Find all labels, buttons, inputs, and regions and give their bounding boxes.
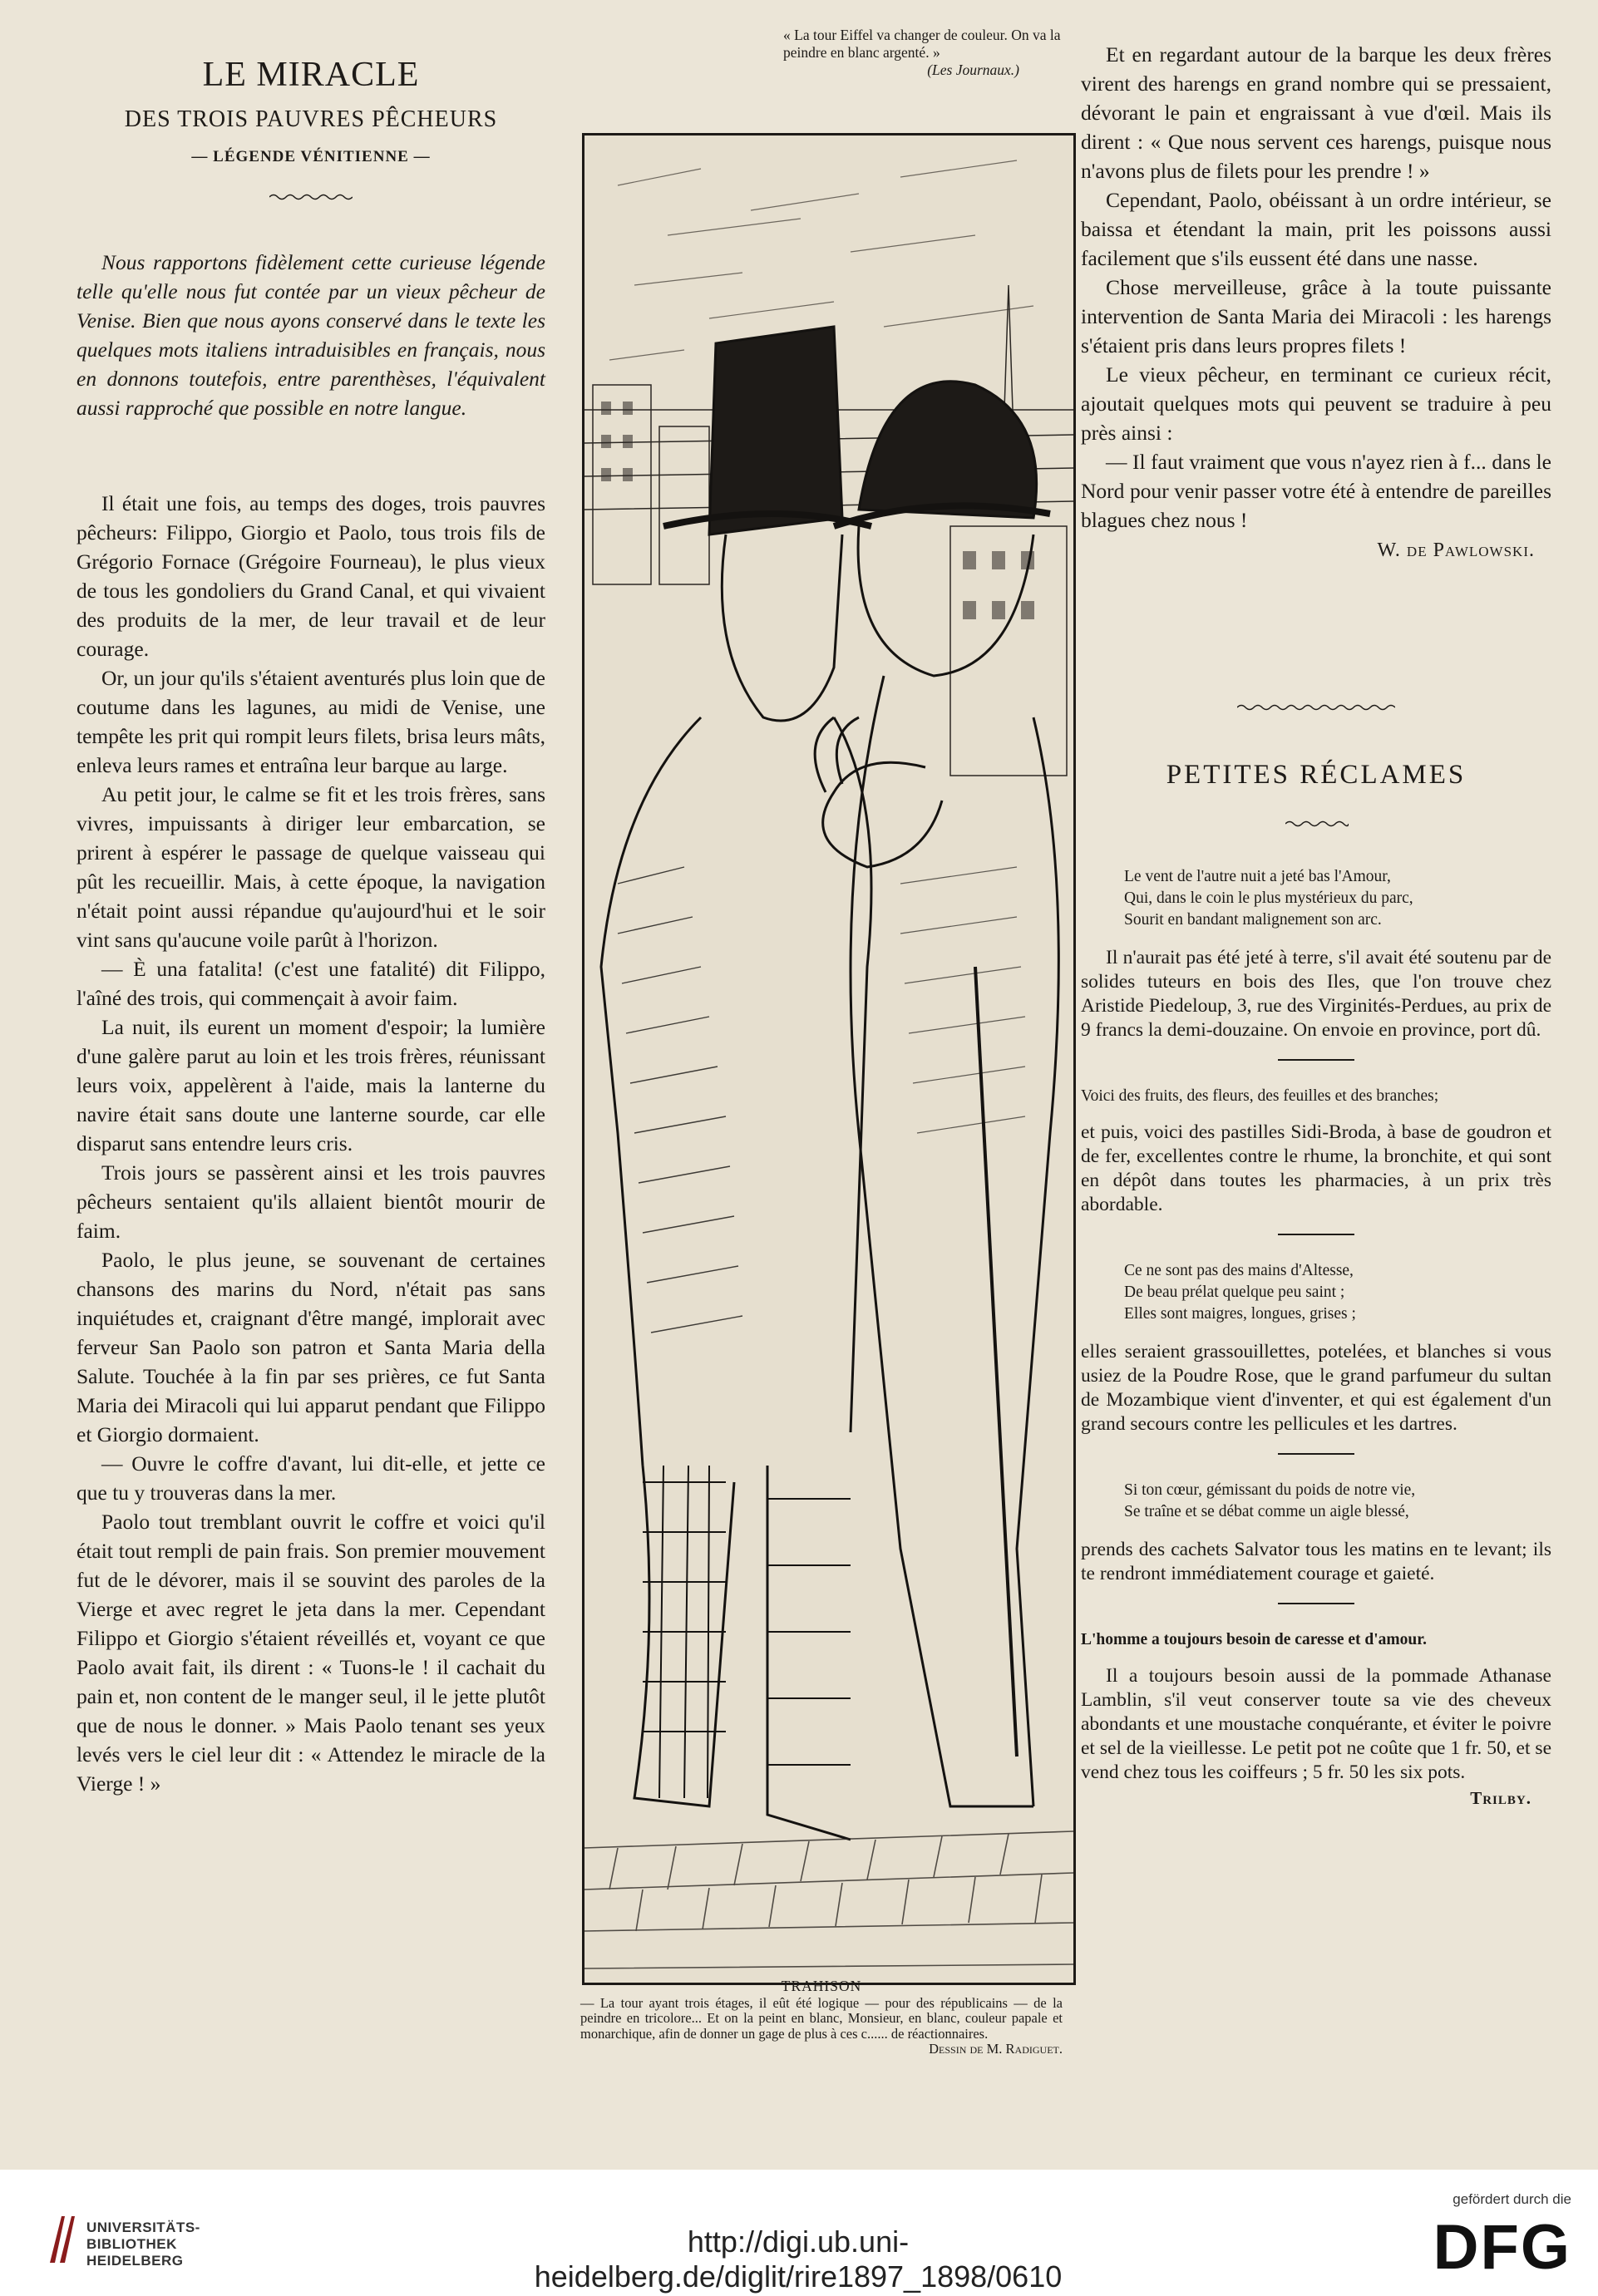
verse: Le vent de l'autre nuit a jeté bas l'Amour, Qui, dans le coin le plus mystérieux du parc, Sourit en bandant malignement son arc.	[1124, 868, 1413, 929]
right-column-story	[1081, 40, 1551, 562]
paragraph: La nuit, ils eurent un moment d'espoir; la lumière d'une galère parut au loin et les trois frères, réunissant leurs voix, appelèrent à l'aide, mais la lanterne du navire était sans doute une lanterne sourde, car elle disparut sans entendre leurs cris.	[76, 1015, 545, 1155]
section-title: PETITES RÉCLAMES	[1166, 760, 1467, 790]
funding-label: gefördert durch die	[1453, 2191, 1571, 2207]
divider	[1278, 1234, 1354, 1235]
paragraph: Trois jours se passèrent ainsi et les trois pauvres pêcheurs sentaient qu'ils allaient bientôt mourir de faim.	[76, 1160, 545, 1243]
paragraph: Chose merveilleuse, grâce à la toute puissante intervention de Santa Maria dei Miracoli : les harengs s'étaient pris dans leurs propres filets !	[1081, 275, 1551, 357]
verse: Ce ne sont pas des mains d'Altesse, De beau prélat quelque peu saint ; Elles sont maigres, longues, grises ;	[1124, 1262, 1356, 1323]
article-title: LE MIRACLE	[202, 56, 420, 94]
ad-text: prends des cachets Salvator tous les matins en te levant; ils te rendront immédiatement courage et gaieté.	[1081, 1539, 1551, 1584]
advertisements	[1081, 866, 1551, 1809]
illustration-drawing	[584, 135, 1073, 1983]
library-name: UNIVERSITÄTS- BIBLIOTHEK HEIDELBERG	[86, 2220, 200, 2269]
divider	[1278, 1603, 1354, 1604]
dfg-logo: DFG	[1433, 2212, 1571, 2283]
ads-signature: Trilby.	[1470, 1788, 1531, 1808]
ad-text: Il a toujours besoin aussi de la pommade Athanase Lamblin, s'il veut conserver toute sa vie des cheveux abondants et une moustache conquérante, et éviter le poivre et sel de la vieillesse. Le petit pot ne coûte que 1 fr. 50, et se vend chez tous les coiffeurs ; 5 fr. 50 les six pots.	[1081, 1665, 1551, 1783]
ornament-wave	[1285, 820, 1349, 828]
epigraph-quote: « La tour Eiffel va changer de couleur. On va la peindre en blanc argenté. »	[783, 27, 1061, 61]
paragraph: Le vieux pêcheur, en terminant ce curieux récit, ajoutait quelques mots qui peuvent se traduire à peu près ainsi :	[1081, 362, 1551, 445]
paragraph: — Il faut vraiment que vous n'ayez rien à f... dans le Nord pour venir passer votre été à entendre de pareilles blagues chez nous !	[1081, 450, 1551, 532]
ad-text: et puis, voici des pastilles Sidi-Broda, à base de goudron et de fer, excellentes contre le rhume, la bronchite, et qui sont en dépôt dans toutes les pharmacies, à un prix très abordable.	[1081, 1121, 1551, 1215]
ornament-wave	[269, 193, 353, 201]
divider	[1278, 1059, 1354, 1061]
epigraph-source: (Les Journaux.)	[927, 62, 1019, 78]
caption-credit: Dessin de M. Radiguet.	[929, 2041, 1063, 2057]
illustration-caption	[580, 1978, 1063, 2057]
library-logo-icon	[47, 2213, 80, 2266]
paragraph: Paolo, le plus jeune, se souvenant de certaines chansons des marins du Nord, n'était pas sans inquiétudes et, craignant d'être mangé, implorait avec ferveur San Paolo son patron et Santa Maria della Salute. Touchée à la fin par ses prières, ce fut Santa Maria dei Miracoli qui lui apparut pendant que Filippo et Giorgio dormaient.	[76, 1248, 545, 1446]
digitization-footer	[0, 2170, 1598, 2296]
source-url[interactable]: http://digi.ub.uni-heidelberg.de/diglit/rire1897_1898/0610	[534, 2225, 1063, 2294]
article-body	[76, 489, 545, 1798]
illustration-trahison	[582, 133, 1076, 1985]
divider	[1278, 1453, 1354, 1455]
article-intro: Nous rapportons fidèlement cette curieuse légende telle qu'elle nous fut contée par un vieux pêcheur de Venise. Bien que nous ayons conservé dans le texte les quelques mots italiens intraduisibles en français, nous en donnons toutefois, entre parenthèses, l'équivalent aussi rapproché que possible en notre langue.	[76, 250, 545, 420]
paragraph: Il était une fois, au temps des doges, trois pauvres pêcheurs: Filippo, Giorgio et Paolo, tous trois fils de Grégorio Fornace (Grégoire Fourneau), le plus vieux de tous les gondoliers du Grand Canal, et qui vivaient des produits de la mer, de leur travail et de leur courage.	[76, 491, 545, 661]
paragraph: Et en regardant autour de la barque les deux frères virent des harengs en grand nombre qui se pressaient, dévorant le pain et engraissant à vue d'œil. Mais ils dirent : « Que nous servent ces harengs, puisque nous n'avons plus de filets pour les prendre ! »	[1081, 42, 1551, 183]
article-kicker: — LÉGENDE VÉNITIENNE —	[191, 148, 431, 165]
caption-text: — La tour ayant trois étages, il eût été logique — pour des républicains — de la peindre en tricolore... Et on la peint en blanc, Monsieur, en blanc, couleur papale et monarchique, afin de donner un gage de plus à ces c...... de réactionnaires.	[580, 1994, 1063, 2042]
ad-lead: Voici des fruits, des fleurs, des feuilles et des branches;	[1081, 1087, 1439, 1105]
paragraph: Cependant, Paolo, obéissant à un ordre intérieur, se baissa et étendant la main, prit les poissons aussi facilement que s'ils eussent été dans une nasse.	[1081, 188, 1551, 270]
paragraph: Paolo tout tremblant ouvrit le coffre et voici qu'il était tout rempli de pain frais. Son premier mouvement fut de le dévorer, mais il se souvint des paroles de la Vierge et avec regret le jeta dans la mer. Cependant Filippo et Giorgio s'étaient réveillés et, voyant ce que Paolo avait fait, ils dirent : « Tuons-le ! il cachait du pain et, non content de le manger seul, il le jette plutôt que de nous le donner. » Mais Paolo tenant ses yeux levés vers le ciel leur dit : « Attendez le miracle de la Vierge ! »	[76, 1510, 545, 1796]
author-signature: W. de Pawlowski.	[1377, 540, 1535, 561]
ad-text: Il n'aurait pas été jeté à terre, s'il avait été soutenu par de solides tuteurs en bois des Iles, que l'on trouve chez Aristide Piedeloup, 3, rue des Virginités-Perdues, au prix de 9 francs la demi-douzaine. On envoie en province, port dû.	[1081, 947, 1551, 1041]
paragraph: Or, un jour qu'ils s'étaient aventurés plus loin que de coutume dans les lagunes, au midi de Venise, une tempête les prit qui rompit leurs filets, brisa leurs mâts, enleva leurs rames et entraîna leur barque au large.	[76, 666, 545, 777]
ornament-wave	[1237, 703, 1395, 712]
paragraph: — È una fatalita! (c'est une fatalité) dit Filippo, l'aîné des trois, qui commençait à avoir faim.	[76, 957, 545, 1010]
verse: Si ton cœur, gémissant du poids de notre vie, Se traîne et se débat comme un aigle blessé,	[1124, 1481, 1416, 1520]
ad-lead: L'homme a toujours besoin de caresse et d'amour.	[1081, 1631, 1427, 1648]
paragraph: — Ouvre le coffre d'avant, lui dit-elle, et jette ce que tu y trouveras dans la mer.	[76, 1451, 545, 1505]
paragraph: Au petit jour, le calme se fit et les trois frères, sans vivres, impuissants à diriger leur embarcation, se prirent à espérer le passage de quelque vaisseau qui pût les recueillir. Mais, à cette époque, la navigation n'était point aussi répandue qu'aujourd'hui et le soir vint sans qu'aucune voile parût à l'horizon.	[76, 782, 545, 952]
epigraph	[783, 27, 1068, 79]
ad-text: elles seraient grassouillettes, potelées, et blanches si vous usiez de la Poudre Rose, que le grand parfumeur du sultan de Mozambique vient d'inventer, et qui est également d'un grand secours contre les pellicules et les dartres.	[1081, 1341, 1551, 1435]
caption-title: TRAHISON	[781, 1978, 862, 1994]
article-subtitle: DES TROIS PAUVRES PÊCHEURS	[124, 106, 498, 132]
